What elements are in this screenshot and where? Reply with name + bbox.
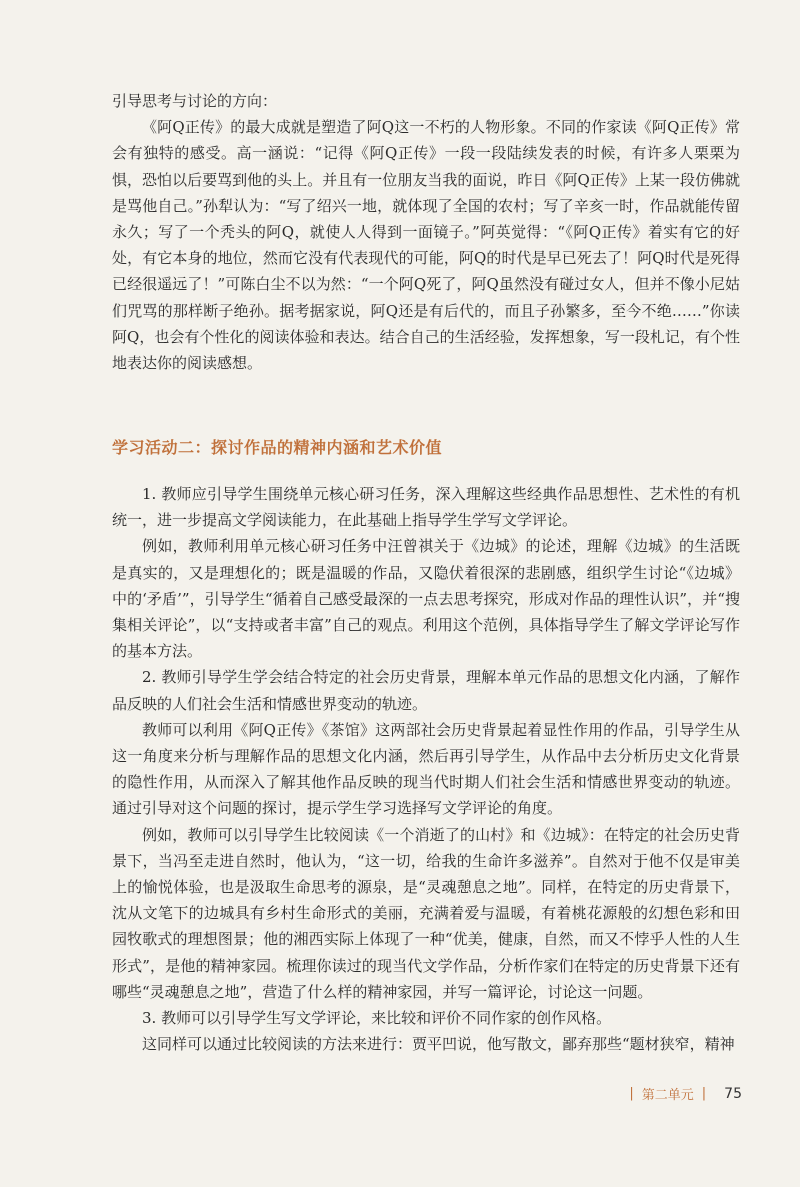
- page-number: 75: [724, 1085, 742, 1102]
- intro-block: [112, 88, 740, 376]
- section-body: [112, 481, 740, 1057]
- paragraph-2: 例如，教师利用单元核心研习任务中汪曾祺关于《边城》的论述，理解《边城》的生活既是真实的，又是理想化的；既是温暖的作品，又隐伏着很深的悲剧感，组织学生讨论“《边城》中的‘矛盾’”，引导学生“循着自己感受最深的一点去思考探究，形成对作品的理性认识”，并“搜集相关评论”，以“支持或者丰富”自己的观点。利用这个范例，具体指导学生了解文学评论写作的基本方法。: [112, 537, 740, 661]
- unit-label: 第二单元: [641, 1088, 694, 1103]
- paragraph-1: 1. 教师应引导学生围绕单元核心研习任务，深入理解这些经典作品思想性、艺术性的有机统一，进一步提高文学阅读能力，在此基础上指导学生学写文学评论。: [112, 485, 740, 530]
- intro-lead: 引导思考与讨论的方向：: [112, 92, 278, 110]
- footer-bar-left: |: [629, 1086, 634, 1101]
- paragraph-3: 2. 教师引导学生学会结合特定的社会历史背景，理解本单元作品的思想文化内涵，了解作品反映的人们社会生活和情感世界变动的轨迹。: [112, 668, 740, 713]
- intro-paragraph: 《阿Q正传》的最大成就是塑造了阿Q这一不朽的人物形象。不同的作家读《阿Q正传》常会有独特的感受。高一涵说：“记得《阿Q正传》一段一段陆续发表的时候，有许多人栗栗为惧，恐怕以后要骂到他的头上。并且有一位朋友当我的面说，昨日《阿Q正传》上某一段仿佛就是骂他自己。”孙犁认为：“写了绍兴一地，就体现了全国的农村；写了辛亥一时，作品就能传留永久；写了一个秃头的阿Q，就使人人得到一面镜子。”阿英觉得：“《阿Q正传》着实有它的好处，有它本身的地位，然而它没有代表现代的可能，阿Q的时代是早已死去了！阿Q时代是死得已经很遥远了！”可陈白尘不以为然：“一个阿Q死了，阿Q虽然没有碰过女人，但并不像小尼姑们咒骂的那样断子绝孙。据考据家说，阿Q还是有后代的，而且子孙繁多，至今不绝……”你读阿Q，也会有个性化的阅读体验和表达。结合自己的生活经验，发挥想象，写一段札记，有个性地表达你的阅读感想。: [112, 118, 740, 373]
- page-footer: [629, 1084, 742, 1103]
- paragraph-4: 教师可以利用《阿Q正传》《茶馆》这两部社会历史背景起着显性作用的作品，引导学生从这一角度来分析与理解作品的思想文化内涵，然后再引导学生，从作品中去分析历史文化背景的隐性作用，从而深入了解其他作品反映的现当代时期人们社会生活和情感世界变动的轨迹。通过引导对这个问题的探讨，提示学生学习选择写文学评论的角度。: [112, 720, 740, 818]
- paragraph-5: 例如，教师可以引导学生比较阅读《一个消逝了的山村》和《边城》：在特定的社会历史背景下，当冯至走进自然时，他认为，“这一切，给我的生命许多滋养”。自然对于他不仅是审美上的愉悦体验，也是汲取生命思考的源泉，是“灵魂憩息之地”。同样，在特定的历史背景下，沈从文笔下的边城具有乡村生命形式的美丽，充满着爱与温暖，有着桃花源般的幻想色彩和田园牧歌式的理想图景；他的湘西实际上体现了一种“优美，健康，自然，而又不悖乎人性的人生形式”，是他的精神家园。梳理你读过的现当代文学作品，分析作家们在特定的历史背景下还有哪些“灵魂憩息之地”，营造了什么样的精神家园，并写一篇评论，讨论这一问题。: [112, 825, 740, 1001]
- footer-bar-right: |: [701, 1086, 707, 1101]
- section-heading: 学习活动二：探讨作品的精神内涵和艺术价值: [112, 438, 443, 457]
- paragraph-7: 这同样可以通过比较阅读的方法来进行：贾平凹说，他写散文，鄙弃那些“题材狭窄，精神: [142, 1035, 735, 1054]
- paragraph-6: 3. 教师可以引导学生写文学评论，来比较和评价不同作家的创作风格。: [142, 1009, 612, 1028]
